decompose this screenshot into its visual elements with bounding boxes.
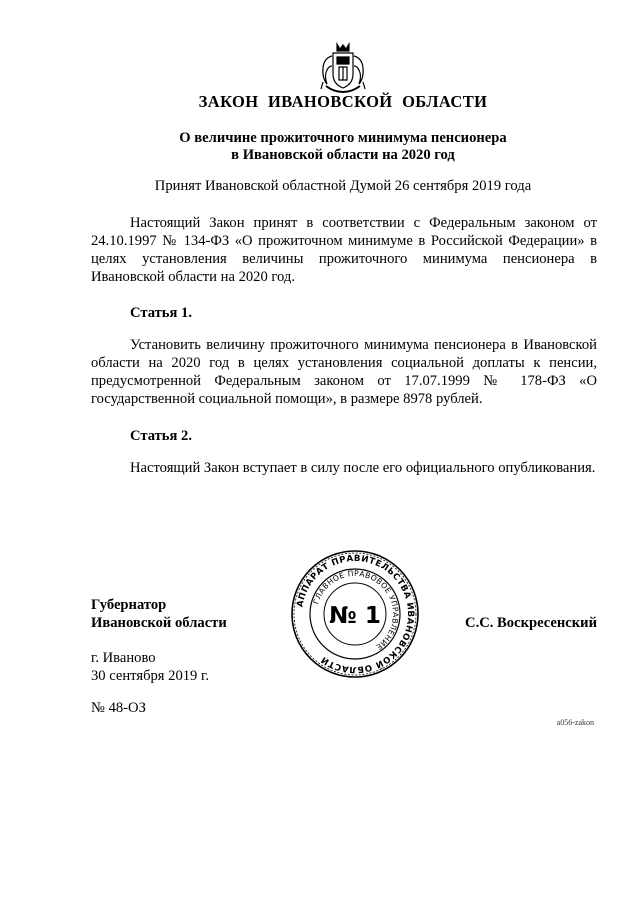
law-subject-line-1: О величине прожиточного минимума пенсионера: [179, 130, 507, 146]
signatory-title-line-2: Ивановской области: [91, 615, 227, 631]
law-title: ЗАКОН ИВАНОВСКОЙ ОБЛАСТИ: [198, 92, 488, 111]
law-subject-line-2: в Ивановской области на 2020 год: [231, 147, 455, 163]
preamble-paragraph: Настоящий Закон принят в соответствии с Федеральным законом от 24.10.1997 № 134-ФЗ «О прожиточном минимуме в Российской Федерации» в целях установления величины прожиточного минимума пенсионера в Ивановской области на 2020 год.: [91, 215, 597, 285]
stamp-ring-text: АППАРАТ ПРАВИТЕЛЬСТВА ИВАНОВСКОЙ ОБЛАСТИ: [295, 553, 416, 675]
article-1-heading: Статья 1.: [130, 305, 192, 321]
law-number: № 48-ОЗ: [91, 700, 146, 716]
article-1-text: Установить величину прожиточного минимума пенсионера в Ивановской области на 2020 год в целях установления социальной доплаты к пенсии, предусмотренной Федеральным законом от 17.07.1999 № 178-ФЗ «О государственной социальной помощи», в размере 8978 рублей.: [91, 337, 597, 407]
adoption-line: Принят Ивановской областной Думой 26 сентября 2019 года: [154, 178, 532, 194]
article-2-heading: Статья 2.: [130, 428, 192, 444]
place-and-date: [91, 649, 209, 685]
stamp-number: № 1: [329, 603, 381, 629]
signatory-name: С.С. Воскресенский: [465, 615, 597, 631]
signatory-title: [91, 596, 227, 632]
law-subject: [0, 130, 640, 164]
signing-date: 30 сентября 2019 г.: [91, 668, 209, 684]
coat-of-arms-icon: [318, 40, 368, 96]
signatory-title-line-1: Губернатор: [91, 597, 167, 613]
official-stamp-icon: [289, 548, 421, 680]
city: г. Иваново: [91, 650, 156, 666]
article-2-text: Настоящий Закон вступает в силу после его официального опубликования.: [130, 460, 596, 476]
file-code: a056-zakon: [556, 718, 594, 727]
stamp-inner-text: ГЛАВНОЕ ПРАВОВОЕ УПРАВЛЕНИЕ: [311, 568, 401, 652]
